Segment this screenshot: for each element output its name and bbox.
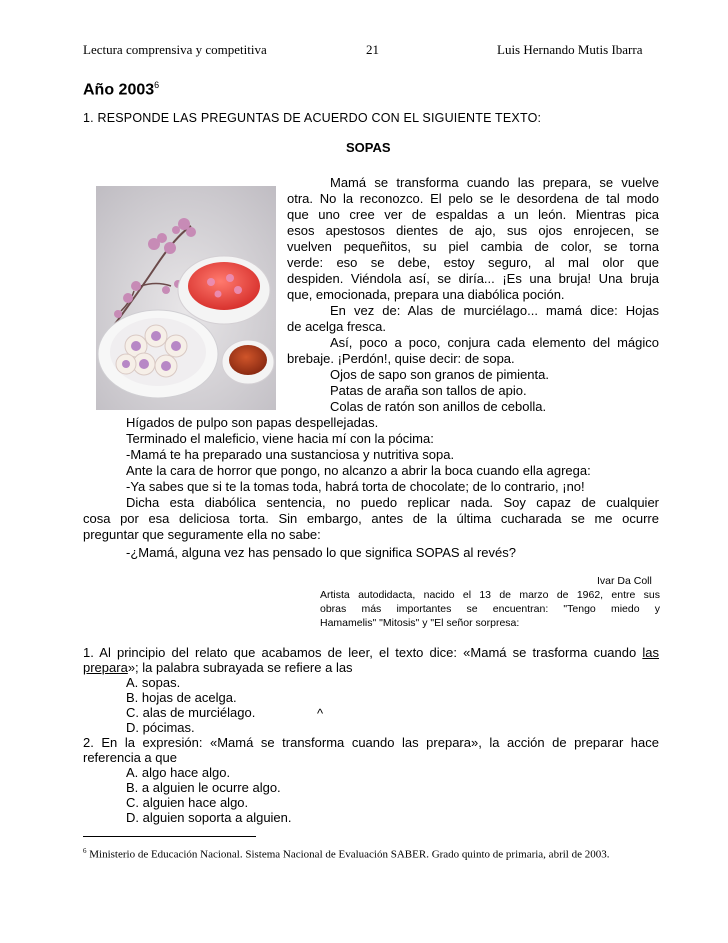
story-line-9: En vez de: Alas de murciélago... mamá dice: Hojas [330,303,659,318]
story-line-14: Patas de araña son tallos de apio. [330,383,527,398]
footnote-separator [83,836,256,837]
story-title: SOPAS [346,140,391,155]
header-author: Luis Hernando Mutis Ibarra [497,42,643,57]
question-1-option-a: A. sopas. [126,675,181,690]
story-line-5: vuelven pequeñitos, su piel cambia de color, se torna [287,239,659,254]
footnote-reference: 6 [154,80,160,90]
footnote [83,847,609,861]
page-header [83,42,656,60]
story-line-23: preguntar que seguramente ella no sabe: [83,527,321,542]
question-1-stem-line-1 [83,645,659,661]
header-page-number: 21 [366,42,379,57]
question-1-option-c: C. alas de murciélago. [126,705,256,720]
soup-photo-illustration [96,186,276,410]
story-line-10: de acelga fresca. [287,319,387,334]
story-line-7: despiden. Viéndola así, se diría... ¡Es una bruja! Una bruja [287,271,659,286]
story-line-8: que, emocionada, prepara una diabólica poción. [287,287,565,302]
story-line-19: Ante la cara de horror que pongo, no alcanzo a abrir la boca cuando ella agrega: [126,463,591,478]
question-2-stem-line-1: 2. En la expresión: «Mamá se transforma cuando las prepara», la acción de preparar hace [83,735,659,750]
author-name: Ivar Da Coll [597,575,652,587]
question-1-stem-end: »; la palabra subrayada se refiere a las [127,660,353,675]
footnote-number: 6 [83,847,87,855]
story-line-12: brebaje. ¡Perdón!, quise decir: de sopa. [287,351,515,366]
question-1-option-d: D. pócimas. [126,720,195,735]
story-line-16: Hígados de pulpo son papas despellejadas. [126,415,379,430]
story-line-4: esos apestosos dientes de ajo, sus ojos enrojecen, se [287,223,659,238]
story-line-17: Terminado el maleficio, viene hacia mí con la pócima: [126,431,434,446]
question-1-stem-text: 1. Al principio del relato que acabamos de leer, el texto dice: «Mamá se trasforma cuando [83,645,637,660]
question-1-option-b: B. hojas de acelga. [126,690,237,705]
story-line-3: que uno cree ver de espaldas a un león. Mientras pica [287,207,659,222]
question-2-option-b: B. a alguien le ocurre algo. [126,780,281,795]
question-2-stem-line-2: referencia a que [83,750,177,765]
story-line-1: Mamá se transforma cuando las prepara, se vuelve [330,175,659,190]
story-line-2: otra. No la reconozco. El pelo se le desordena de tal modo [287,191,659,206]
author-bio-line-2: obras más importantes se encuentran: "Tengo miedo y [320,603,660,615]
section-heading [83,80,159,99]
question-2-option-c: C. alguien hace algo. [126,795,249,810]
stray-caret-mark: ^ [317,706,324,721]
question-1-stem-line-2 [83,660,353,676]
question-2-option-d: D. alguien soporta a alguien. [126,810,292,825]
story-line-15: Colas de ratón son anillos de cebolla. [330,399,547,414]
header-book-title: Lectura comprensiva y competitiva [83,42,267,57]
footnote-text: Ministerio de Educación Nacional. Sistema Nacional de Evaluación SABER. Grado quinto de primaria, abril de 2003. [89,848,610,861]
story-line-6: verde: eso se debe, estoy seguro, al mal olor que [287,255,659,270]
story-line-18: -Mamá te ha preparado una sustanciosa y nutritiva sopa. [126,447,455,462]
question-1-underlined-word: las [642,645,659,660]
author-bio-line-1: Artista autodidacta, nacido el 13 de marzo de 1962, entre sus [320,589,660,601]
question-1-underlined-continuation: prepara [83,660,128,675]
story-line-20: -Ya sabes que si te la tomas toda, habrá torta de chocolate; de lo contrario, ¡no! [126,479,585,494]
author-bio-line-3: Hamamelis" "Mitosis" y "El señor sorpresa: [320,617,520,629]
instruction: 1. RESPONDE LAS PREGUNTAS DE ACUERDO CON EL SIGUIENTE TEXTO: [83,111,542,125]
question-2-option-a: A. algo hace algo. [126,765,231,780]
story-line-24: -¿Mamá, alguna vez has pensado lo que significa SOPAS al revés? [126,545,516,560]
section-year: Año 2003 [83,81,155,99]
story-line-21: Dicha esta diabólica sentencia, no puedo replicar nada. Soy capaz de cualquier [126,495,659,510]
soup-photo [96,186,276,410]
story-line-11: Así, poco a poco, conjura cada elemento del mágico [330,335,659,350]
story-line-22: cosa por esa deliciosa torta. Sin embargo, antes de la última cucharada se me ocurre [83,511,659,526]
story-line-13: Ojos de sapo son granos de pimienta. [330,367,549,382]
